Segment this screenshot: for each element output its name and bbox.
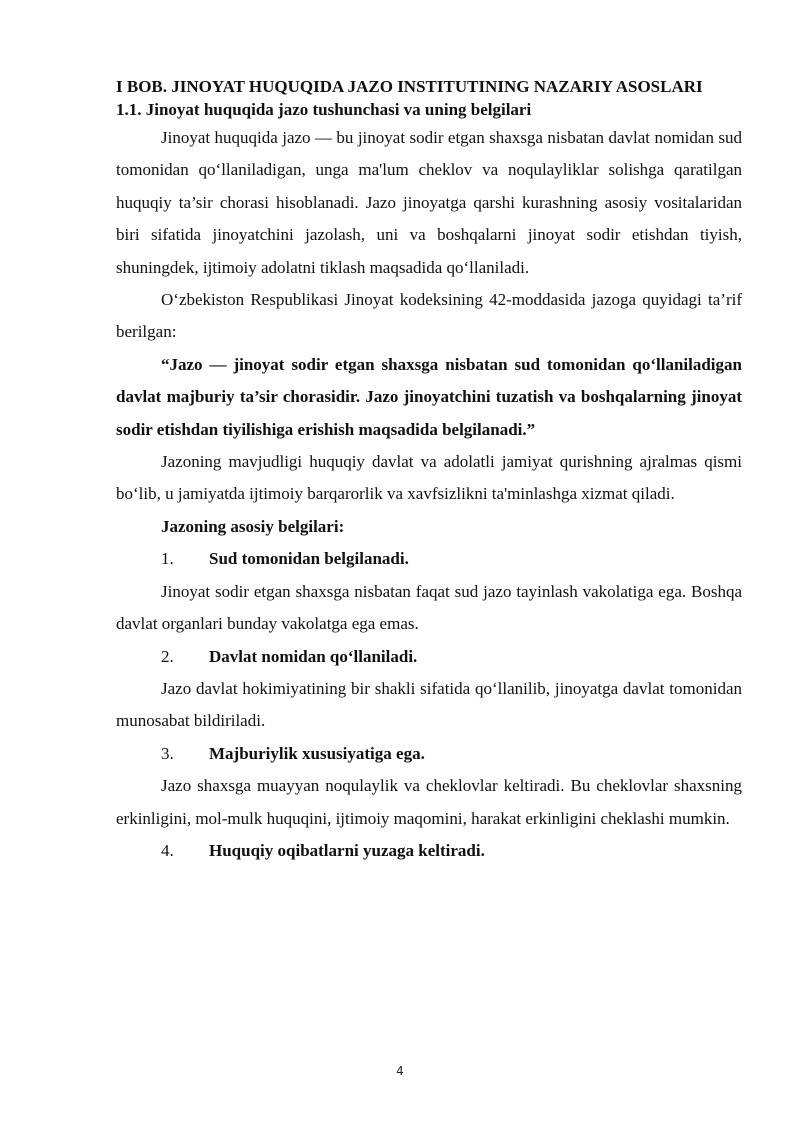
feature-item-1 [116,543,742,575]
feature-item-3 [116,738,742,770]
feature-title: Davlat nomidan qo‘llaniladi. [209,646,418,666]
feature-number: 1. [161,549,174,569]
feature-title: Sud tomonidan belgilanadi. [209,549,409,569]
page-number: 4 [396,1064,404,1078]
chapter-title: I BOB. JINOYAT HUQUQIDA JAZO INSTITUTINING NAZARIY ASOSLARI [116,77,703,96]
feature-description-3: Jazo shaxsga muayyan noqulaylik va cheklovlar keltiradi. Bu cheklovlar shaxsning erkinligini, mol-mulk huquqini, ijtimoiy maqomini, harakat erkinligini cheklashi mumkin. [116,776,742,828]
feature-description-1: Jinoyat sodir etgan shaxsga nisbatan faqat sud jazo tayinlash vakolatiga ega. Boshqa davlat organlari bunday vakolatga ega emas. [116,581,742,634]
feature-number: 2. [161,646,174,666]
page-content [116,76,742,867]
feature-number: 3. [161,743,174,763]
feature-item-2 [116,641,742,673]
feature-item-4 [116,835,742,867]
paragraph-code-reference: O‘zbekiston Respublikasi Jinoyat kodeksining 42-moddasida jazoga quyidagi ta’rif berilgan: [116,290,742,342]
features-heading: Jazoning asosiy belgilari: [161,516,345,536]
feature-number: 4. [161,840,174,860]
paragraph-legal-quote: “Jazo — jinoyat sodir etgan shaxsga nisbatan sud tomonidan qo‘llaniladigan davlat majburiy ta’sir chorasidir. Jazo jinoyatchini tuzatish va boshqalarning jinoyat sodir etishdan tiyilishiga erishish maqsadida belgilanadi.” [116,354,742,439]
feature-title: Majburiylik xususiyatiga ega. [209,743,425,763]
paragraph-definition: Jinoyat huquqida jazo — bu jinoyat sodir etgan shaxsga nisbatan davlat nomidan sud tomonidan qo‘llaniladigan, unga ma'lum cheklov va noqulayliklar solishga qaratilgan huquqiy ta’sir chorasi hisoblanadi. Jazo jinoyatga qarshi kurashning asosiy vositalaridan biri sifatida jinoyatchini jazolash, uni va boshqalarni jinoyat sodir etishdan tiyish, shuningdek, ijtimoiy adolatni tiklash maqsadida qo‘llaniladi. [116,128,742,277]
section-title: 1.1. Jinoyat huquqida jazo tushunchasi va uning belgilari [116,100,532,119]
feature-title: Huquqiy oqibatlarni yuzaga keltiradi. [209,840,485,860]
feature-description-2: Jazo davlat hokimiyatining bir shakli sifatida qo‘llanilib, jinoyatga davlat tomonidan munosabat bildiriladi. [116,678,742,731]
paragraph-significance: Jazoning mavjudligi huquqiy davlat va adolatli jamiyat qurishning ajralmas qismi bo‘lib, u jamiyatda ijtimoiy barqarorlik va xavfsizlikni ta'minlashga xizmat qiladi. [116,452,742,504]
